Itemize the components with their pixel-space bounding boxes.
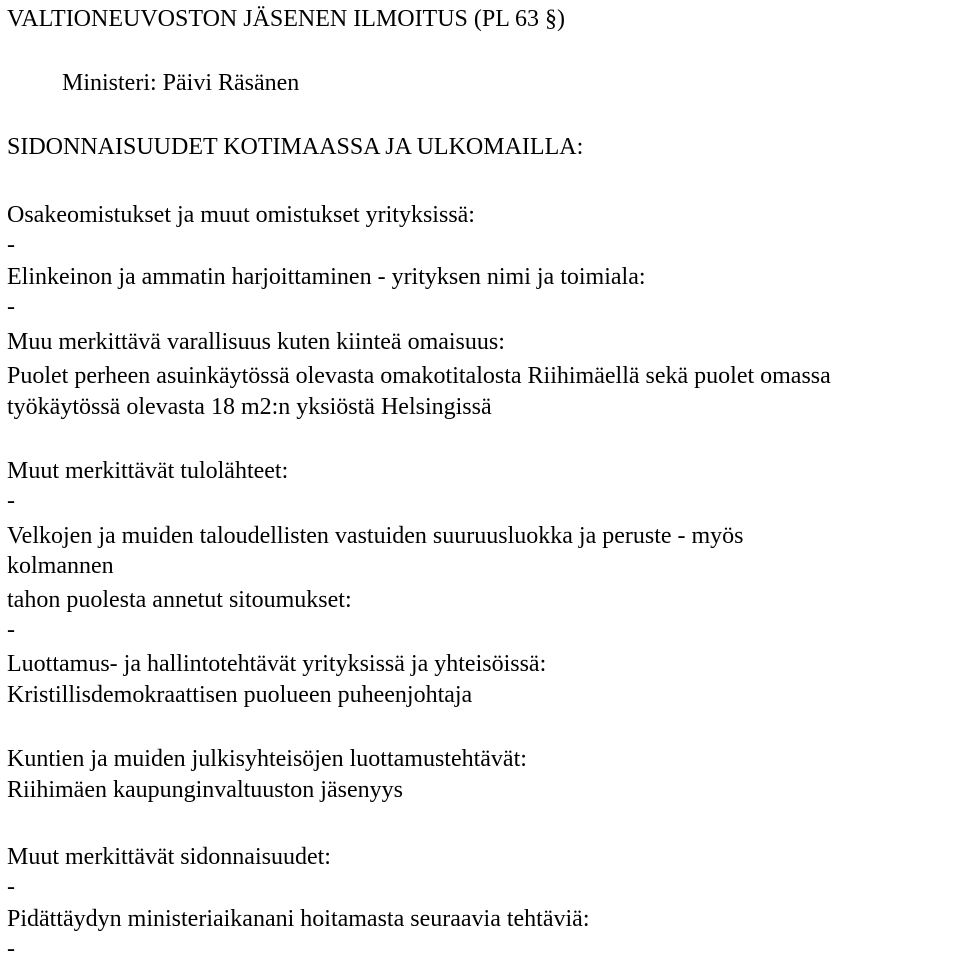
liabilities-value: -	[7, 617, 15, 643]
ownership-heading: Osakeomistukset ja muut omistukset yrityksissä:	[7, 202, 475, 228]
refrained-tasks-heading: Pidättäydyn ministeriaikanani hoitamasta seuraavia tehtäviä:	[7, 906, 590, 932]
property-heading: Muu merkittävä varallisuus kuten kiinteä omaisuus:	[7, 329, 505, 355]
positions-value: Kristillisdemokraattisen puolueen puheenjohtaja	[7, 682, 473, 708]
property-value-line-1: Puolet perheen asuinkäytössä olevasta omakotitalosta Riihimäellä sekä puolet omassa	[7, 363, 831, 389]
municipal-heading: Kuntien ja muiden julkisyhteisöjen luottamustehtävät:	[7, 746, 527, 772]
business-heading: Elinkeinon ja ammatin harjoittaminen - yrityksen nimi ja toimiala:	[7, 264, 646, 290]
other-ties-value: -	[7, 874, 15, 900]
liabilities-heading-line-1: Velkojen ja muiden taloudellisten vastuiden suuruusluokka ja peruste - myös	[7, 523, 744, 549]
liabilities-heading-line-2: kolmannen	[7, 553, 114, 579]
liabilities-heading-line-3: tahon puolesta annetut sitoumukset:	[7, 587, 352, 613]
document-title: VALTIONEUVOSTON JÄSENEN ILMOITUS (PL 63 §)	[7, 6, 565, 32]
other-ties-heading: Muut merkittävät sidonnaisuudet:	[7, 844, 331, 870]
business-value: -	[7, 294, 15, 320]
income-value: -	[7, 488, 15, 514]
refrained-tasks-value: -	[7, 936, 15, 962]
ownership-value: -	[7, 232, 15, 258]
income-heading: Muut merkittävät tulolähteet:	[7, 458, 289, 484]
municipal-value: Riihimäen kaupunginvaltuuston jäsenyys	[7, 777, 403, 803]
property-value-line-2: työkäytössä olevasta 18 m2:n yksiöstä Helsingissä	[7, 394, 492, 420]
section-heading: SIDONNAISUUDET KOTIMAASSA JA ULKOMAILLA:	[7, 134, 584, 160]
minister-name: Ministeri: Päivi Räsänen	[62, 70, 300, 96]
positions-heading: Luottamus- ja hallintotehtävät yrityksissä ja yhteisöissä:	[7, 651, 547, 677]
